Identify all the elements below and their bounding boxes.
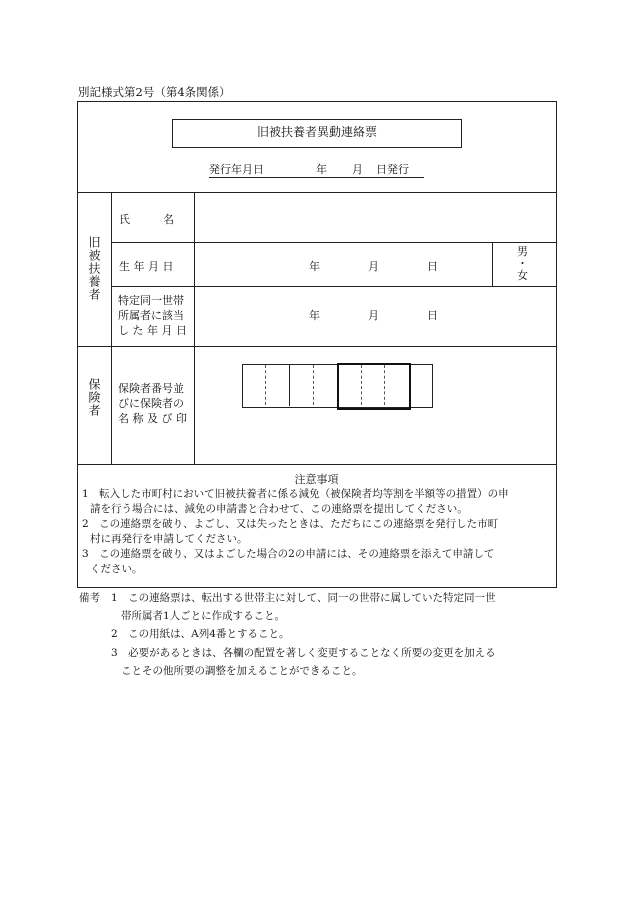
insurer-box-dash-1	[265, 365, 266, 405]
note-2-line2: 村に再発行を申請してください。	[90, 533, 248, 545]
section-former-dependent: 旧被扶養者	[87, 236, 101, 301]
specific-label-line3: し た 年 月 日	[118, 324, 187, 337]
note-3-line1: 3 この連絡票を破り、又はよごした場合の2の申請には、その連絡票を添えて申請して	[82, 548, 495, 560]
specific-year-label: 年	[309, 309, 320, 322]
specific-day-label: 日	[427, 309, 438, 322]
note-1-line1: 1 転入した市町村において旧被扶養者に係る減免（被保険者均等割を半額等の措置）の申	[82, 488, 509, 500]
sex-female[interactable]: 女	[517, 269, 528, 282]
divider-birth-specific	[111, 286, 556, 287]
insurer-box-bold	[337, 363, 411, 410]
sex-dot: ・	[517, 257, 528, 270]
section-insurer: 保険者	[87, 378, 101, 417]
form-caption: 別記様式第2号（第4条関係）	[78, 85, 231, 99]
insurer-label-line1: 保険者番号並	[118, 382, 184, 395]
col-divider-label	[194, 192, 195, 464]
remark-2: 2 この用紙は、A列4番とすること。	[111, 628, 290, 640]
col-divider-section	[111, 192, 112, 464]
issue-month-label: 月	[352, 163, 363, 176]
insurer-box-dash-3	[361, 365, 362, 405]
note-2-line1: 2 この連絡票を破り、よごし、又は失ったときは、ただちにこの連絡票を発行した市町	[82, 518, 499, 530]
specific-label-line2: 所属者に該当	[118, 309, 184, 322]
birth-year-label: 年	[309, 260, 320, 273]
remark-3-line1: 3 必要があるときは、各欄の配置を著しく変更することなく所要の変更を加える	[111, 647, 496, 659]
remark-3-line2: ことその他所要の調整を加えることができること。	[121, 665, 363, 677]
issue-date-label: 発行年月日	[209, 163, 264, 176]
birth-day-label: 日	[427, 260, 438, 273]
insurer-box-dash-2	[313, 365, 314, 405]
birth-month-label: 月	[368, 260, 379, 273]
insurer-box-divider-1	[289, 364, 290, 406]
page-title: 旧被扶養者異動連絡票	[256, 125, 377, 139]
remark-1-line1: 1 この連絡票は、転出する世帯主に対して、同一の世帯に属していた特定同一世	[111, 592, 496, 604]
remark-1-line2: 帯所属者1人ごとに作成すること。	[121, 610, 286, 622]
note-1-line2: 請を行う場合には、減免の申請書と合わせて、この連絡票を提出してください。	[90, 503, 468, 515]
insurer-label-line3: 名 称 及 び 印	[118, 412, 187, 425]
insurer-label-line2: びに保険者の	[118, 397, 184, 410]
name-field[interactable]	[196, 194, 554, 240]
insurer-box-dash-4	[384, 365, 385, 405]
name-label: 氏 名	[119, 213, 174, 226]
note-3-line2: ください。	[90, 563, 143, 575]
col-divider-sex	[492, 242, 493, 286]
divider-top	[77, 192, 556, 193]
sex-male[interactable]: 男	[517, 245, 528, 258]
birth-label: 生 年 月 日	[119, 260, 174, 273]
specific-month-label: 月	[368, 309, 379, 322]
issue-year-label: 年	[316, 163, 327, 176]
specific-label-line1: 特定同一世帯	[118, 294, 184, 307]
divider-notes	[77, 464, 556, 465]
remarks-label: 備考	[79, 592, 100, 604]
divider-section	[77, 346, 556, 347]
issue-suffix-label: 日発行	[376, 163, 409, 176]
divider-name-birth	[111, 242, 556, 243]
notes-heading: 注意事項	[294, 473, 339, 486]
